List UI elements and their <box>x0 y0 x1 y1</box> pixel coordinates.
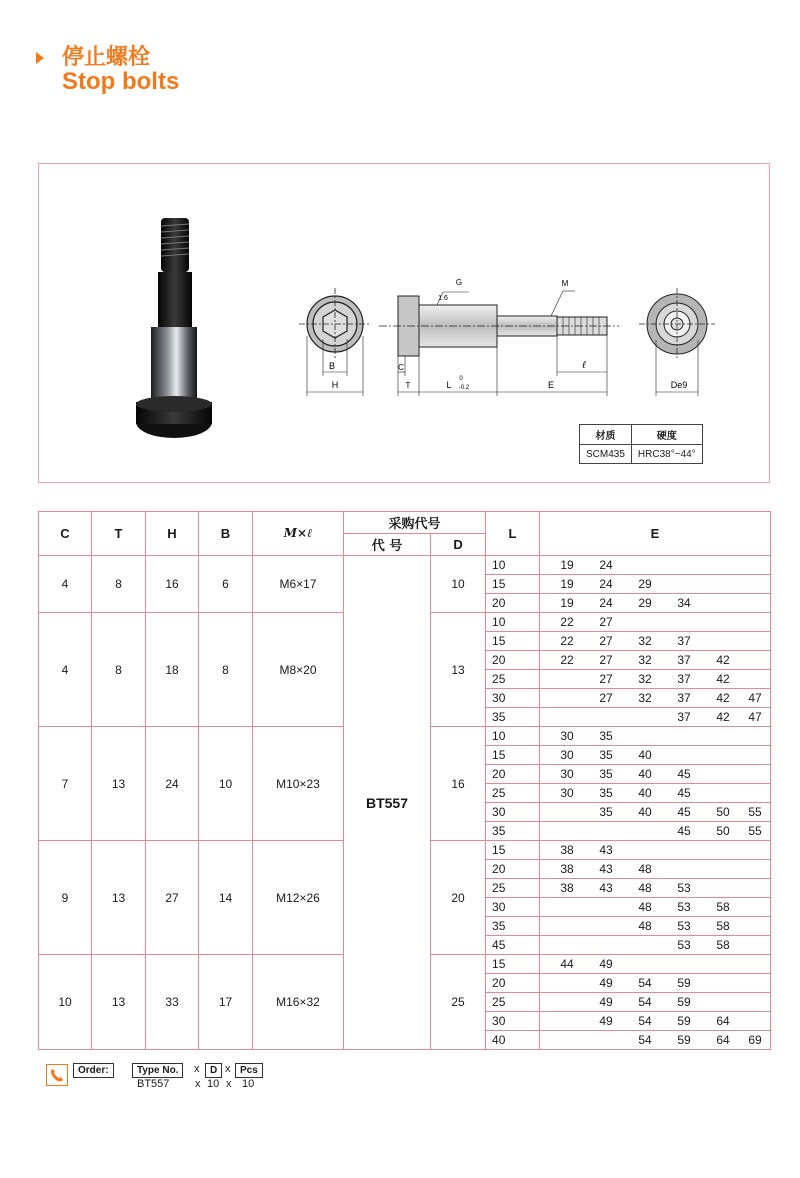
cell-M: M16×32 <box>253 955 344 1050</box>
cell-E-value: 24 <box>599 596 613 610</box>
order-pcs-value: 10 <box>242 1078 255 1090</box>
cell-E-value: 35 <box>599 767 613 781</box>
cell-E-value: 64 <box>716 1014 730 1028</box>
cell-L: 25 <box>486 784 540 803</box>
order-x2: x <box>225 1063 231 1075</box>
cell-E-value: 37 <box>677 672 691 686</box>
cell-L: 30 <box>486 1012 540 1031</box>
dim-L-tol-up: 0 <box>459 376 463 382</box>
cell-E-value: 24 <box>599 558 613 572</box>
cell-L: 25 <box>486 993 540 1012</box>
cell-E-value: 43 <box>599 843 613 857</box>
cell-C: 4 <box>39 556 92 613</box>
cell-E-value: 22 <box>560 634 574 648</box>
dim-T: T <box>405 381 411 390</box>
cell-E-value: 48 <box>638 919 652 933</box>
cell-E-value: 32 <box>638 691 652 705</box>
cell-E-value: 54 <box>638 1014 652 1028</box>
cell-E-value: 32 <box>638 634 652 648</box>
cell-L: 20 <box>486 974 540 993</box>
title-arrow-icon <box>36 52 44 64</box>
cell-E <box>540 727 771 746</box>
cell-E-value: 40 <box>638 767 652 781</box>
col-header-code: 代 号 <box>344 534 431 556</box>
cell-B: 10 <box>199 727 253 841</box>
col-header-purchase-code: 采购代号 <box>344 512 486 534</box>
order-x3: x <box>195 1078 201 1090</box>
cell-E <box>540 860 771 879</box>
cell-L: 20 <box>486 594 540 613</box>
cell-E <box>540 879 771 898</box>
cell-E-value: 38 <box>560 862 574 876</box>
cell-E <box>540 708 771 727</box>
cell-E-value: 40 <box>638 748 652 762</box>
cell-E-value: 29 <box>638 596 652 610</box>
cell-E-value: 40 <box>638 786 652 800</box>
cell-E-value: 50 <box>716 805 730 819</box>
cell-E <box>540 841 771 860</box>
cell-E-value: 58 <box>716 919 730 933</box>
cell-E <box>540 594 771 613</box>
cell-E-value: 30 <box>560 786 574 800</box>
dim-L-tol-low: -0.2 <box>458 385 470 391</box>
cell-E-value: 59 <box>677 1033 691 1047</box>
cell-E-value: 49 <box>599 995 613 1009</box>
cell-E <box>540 1031 771 1050</box>
cell-E-value: 43 <box>599 862 613 876</box>
cell-D: 10 <box>431 556 486 613</box>
spec-table-body <box>39 556 771 1050</box>
dim-C: C <box>398 363 404 372</box>
cell-E-value: 37 <box>677 634 691 648</box>
drawing-panel <box>38 163 770 483</box>
cell-E-value: 54 <box>638 976 652 990</box>
col-header-E: E <box>540 512 771 556</box>
cell-E-value: 42 <box>716 710 730 724</box>
cell-L: 30 <box>486 898 540 917</box>
cell-T: 8 <box>92 613 146 727</box>
cell-E-value: 32 <box>638 653 652 667</box>
cell-E-value: 32 <box>638 672 652 686</box>
table-row <box>39 556 771 575</box>
cell-E-value: 44 <box>560 957 574 971</box>
cell-H: 27 <box>146 841 199 955</box>
cell-B: 8 <box>199 613 253 727</box>
cell-T: 13 <box>92 841 146 955</box>
cell-E <box>540 632 771 651</box>
cell-E-value: 64 <box>716 1033 730 1047</box>
cell-L: 20 <box>486 651 540 670</box>
cell-B: 14 <box>199 841 253 955</box>
cell-L: 15 <box>486 575 540 594</box>
cell-D: 16 <box>431 727 486 841</box>
col-header-B: B <box>199 512 253 556</box>
cell-E-value: 45 <box>677 767 691 781</box>
cell-E-value: 48 <box>638 881 652 895</box>
cell-T: 8 <box>92 556 146 613</box>
cell-C: 10 <box>39 955 92 1050</box>
cell-E-value: 38 <box>560 881 574 895</box>
cell-E-value: 27 <box>599 634 613 648</box>
cell-M: M6×17 <box>253 556 344 613</box>
dim-B: B <box>328 361 336 371</box>
cell-E-value: 35 <box>599 786 613 800</box>
cell-E-value: 19 <box>560 596 574 610</box>
cell-E-value: 34 <box>677 596 691 610</box>
cell-E-value: 55 <box>748 805 762 819</box>
cell-E <box>540 974 771 993</box>
cell-E-value: 37 <box>677 653 691 667</box>
cell-E-value: 49 <box>599 976 613 990</box>
cell-E-value: 69 <box>748 1033 762 1047</box>
cell-C: 7 <box>39 727 92 841</box>
cell-E-value: 29 <box>638 577 652 591</box>
col-header-C: C <box>39 512 92 556</box>
hardness-value: HRC38°~44° <box>631 445 702 464</box>
cell-C: 4 <box>39 613 92 727</box>
cell-L: 10 <box>486 727 540 746</box>
cell-E-value: 42 <box>716 691 730 705</box>
cell-E-value: 59 <box>677 995 691 1009</box>
col-header-H: H <box>146 512 199 556</box>
cell-E <box>540 917 771 936</box>
roughness-value: 1.6 <box>438 295 448 302</box>
cell-E-value: 49 <box>599 1014 613 1028</box>
cell-L: 40 <box>486 1031 540 1050</box>
side-view <box>379 291 619 396</box>
order-d-value: 10 <box>207 1078 220 1090</box>
cell-E-value: 49 <box>599 957 613 971</box>
cell-L: 20 <box>486 860 540 879</box>
cell-E <box>540 898 771 917</box>
order-d-label: D <box>205 1063 222 1078</box>
cell-M: M12×26 <box>253 841 344 955</box>
cell-E-value: 27 <box>599 615 613 629</box>
cell-H: 16 <box>146 556 199 613</box>
order-pcs-label: Pcs <box>235 1063 263 1078</box>
cell-H: 18 <box>146 613 199 727</box>
cell-M: M10×23 <box>253 727 344 841</box>
cell-E-value: 37 <box>677 691 691 705</box>
cell-H: 33 <box>146 955 199 1050</box>
cell-E-value: 42 <box>716 653 730 667</box>
dim-G: G <box>455 278 463 287</box>
cell-L: 30 <box>486 803 540 822</box>
bolt-photo <box>136 218 212 438</box>
cell-L: 45 <box>486 936 540 955</box>
page-title-en: Stop bolts <box>62 68 180 95</box>
order-x1: x <box>194 1063 200 1075</box>
cell-E <box>540 955 771 974</box>
cell-E-value: 48 <box>638 862 652 876</box>
phone-order-icon <box>46 1064 68 1086</box>
cell-E-value: 35 <box>599 805 613 819</box>
col-header-T: T <box>92 512 146 556</box>
cell-E-value: 55 <box>748 824 762 838</box>
cell-E-value: 19 <box>560 577 574 591</box>
cell-M: M8×20 <box>253 613 344 727</box>
cell-B: 17 <box>199 955 253 1050</box>
cell-E-value: 35 <box>599 729 613 743</box>
cell-E-value: 47 <box>748 691 762 705</box>
col-header-M: M×ℓ <box>253 512 344 556</box>
cell-E-value: 40 <box>638 805 652 819</box>
cell-E <box>540 556 771 575</box>
cell-L: 10 <box>486 613 540 632</box>
cell-L: 25 <box>486 670 540 689</box>
cell-T: 13 <box>92 727 146 841</box>
cell-D: 13 <box>431 613 486 727</box>
cell-D: 25 <box>431 955 486 1050</box>
cell-E-value: 45 <box>677 786 691 800</box>
cell-E <box>540 936 771 955</box>
cell-E-value: 38 <box>560 843 574 857</box>
cell-E-value: 42 <box>716 672 730 686</box>
cell-B: 6 <box>199 556 253 613</box>
cell-E <box>540 803 771 822</box>
cell-E-value: 30 <box>560 729 574 743</box>
cell-E <box>540 575 771 594</box>
cell-L: 35 <box>486 917 540 936</box>
material-value: SCM435 <box>580 445 632 464</box>
dim-De9: De9 <box>670 380 688 390</box>
dim-L: L <box>446 380 452 390</box>
cell-L: 10 <box>486 556 540 575</box>
cell-E <box>540 670 771 689</box>
cell-E-value: 22 <box>560 615 574 629</box>
cell-code: BT557 <box>344 556 431 1050</box>
cell-E-value: 35 <box>599 748 613 762</box>
cell-E-value: 30 <box>560 748 574 762</box>
cell-E-value: 54 <box>638 995 652 1009</box>
cell-E <box>540 746 771 765</box>
cell-E-value: 27 <box>599 691 613 705</box>
cell-E-value: 53 <box>677 900 691 914</box>
cell-E-value: 24 <box>599 577 613 591</box>
dim-E: E <box>547 380 555 390</box>
cell-L: 25 <box>486 879 540 898</box>
cell-E <box>540 689 771 708</box>
cell-E-value: 47 <box>748 710 762 724</box>
dim-M: M <box>561 279 569 288</box>
cell-E-value: 59 <box>677 976 691 990</box>
cell-L: 15 <box>486 632 540 651</box>
cell-L: 30 <box>486 689 540 708</box>
col-header-D: D <box>431 534 486 556</box>
cell-E <box>540 784 771 803</box>
cell-E-value: 54 <box>638 1033 652 1047</box>
cell-E <box>540 651 771 670</box>
cell-E-value: 58 <box>716 938 730 952</box>
cell-E-value: 53 <box>677 938 691 952</box>
cell-E <box>540 993 771 1012</box>
cell-T: 13 <box>92 955 146 1050</box>
cell-E-value: 45 <box>677 805 691 819</box>
cell-E <box>540 765 771 784</box>
cell-E-value: 19 <box>560 558 574 572</box>
cell-L: 15 <box>486 841 540 860</box>
cell-E-value: 58 <box>716 900 730 914</box>
cell-L: 35 <box>486 822 540 841</box>
cell-E-value: 43 <box>599 881 613 895</box>
cell-D: 20 <box>431 841 486 955</box>
cell-E-value: 48 <box>638 900 652 914</box>
cell-E-value: 37 <box>677 710 691 724</box>
cell-E-value: 53 <box>677 881 691 895</box>
cell-E-value: 53 <box>677 919 691 933</box>
cell-C: 9 <box>39 841 92 955</box>
cell-E-value: 27 <box>599 653 613 667</box>
cell-H: 24 <box>146 727 199 841</box>
cell-E-value: 27 <box>599 672 613 686</box>
cell-E-value: 50 <box>716 824 730 838</box>
order-type-value: BT557 <box>137 1078 170 1090</box>
col-header-L: L <box>486 512 540 556</box>
dim-l: ℓ <box>582 360 586 371</box>
material-table <box>579 424 703 464</box>
cell-E <box>540 1012 771 1031</box>
order-x4: x <box>226 1078 232 1090</box>
cell-E-value: 22 <box>560 653 574 667</box>
page-title-cn: 停止螺栓 <box>62 45 151 70</box>
order-label: Order: <box>73 1063 114 1078</box>
cell-E <box>540 822 771 841</box>
cell-E-value: 45 <box>677 824 691 838</box>
material-header: 材质 <box>580 425 632 445</box>
cell-E <box>540 613 771 632</box>
cell-L: 15 <box>486 955 540 974</box>
cell-E-value: 30 <box>560 767 574 781</box>
dim-H: H <box>331 380 339 390</box>
cell-L: 35 <box>486 708 540 727</box>
cell-L: 20 <box>486 765 540 784</box>
cell-L: 15 <box>486 746 540 765</box>
order-type-label: Type No. <box>132 1063 183 1078</box>
cell-E-value: 59 <box>677 1014 691 1028</box>
spec-table <box>38 511 771 1050</box>
hardness-header: 硬度 <box>631 425 702 445</box>
